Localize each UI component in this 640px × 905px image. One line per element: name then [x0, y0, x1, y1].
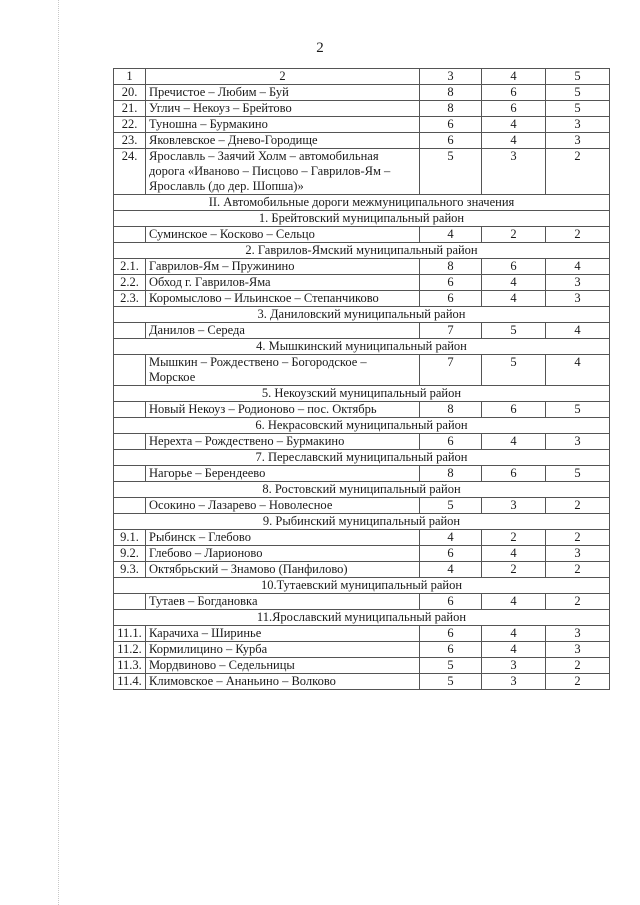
road-name: Тутаев – Богдановка [146, 594, 420, 610]
district-heading-row [114, 578, 610, 594]
header-col-4: 4 [482, 69, 546, 85]
table-row [114, 498, 610, 514]
table-row [114, 101, 610, 117]
road-number: 22. [114, 117, 146, 133]
value-col-3: 8 [420, 402, 482, 418]
road-number: 2.1. [114, 259, 146, 275]
road-name: Климовское – Ананьино – Волково [146, 674, 420, 690]
district-heading-row [114, 307, 610, 323]
district-heading-row [114, 418, 610, 434]
road-name: Кормилицино – Курба [146, 642, 420, 658]
district-heading: 8. Ростовский муниципальный район [114, 482, 610, 498]
road-number: 9.2. [114, 546, 146, 562]
value-col-5: 2 [546, 498, 610, 514]
value-col-3: 4 [420, 562, 482, 578]
road-number: 11.2. [114, 642, 146, 658]
road-name: Суминское – Косково – Сельцо [146, 227, 420, 243]
value-col-5: 2 [546, 530, 610, 546]
value-col-4: 3 [482, 149, 546, 195]
road-name: Новый Некоуз – Родионово – пос. Октябрь [146, 402, 420, 418]
value-col-4: 6 [482, 259, 546, 275]
value-col-3: 8 [420, 466, 482, 482]
table-row [114, 117, 610, 133]
value-col-4: 5 [482, 323, 546, 339]
value-col-4: 2 [482, 530, 546, 546]
value-col-5: 3 [546, 133, 610, 149]
table-row [114, 259, 610, 275]
road-name: Карачиха – Ширинье [146, 626, 420, 642]
roads-table-body [114, 69, 610, 690]
table-row [114, 402, 610, 418]
road-number [114, 434, 146, 450]
road-number [114, 227, 146, 243]
value-col-4: 3 [482, 498, 546, 514]
value-col-5: 2 [546, 594, 610, 610]
table-row [114, 275, 610, 291]
value-col-3: 6 [420, 546, 482, 562]
district-heading: 3. Даниловский муниципальный район [114, 307, 610, 323]
value-col-4: 4 [482, 434, 546, 450]
road-number [114, 323, 146, 339]
table-row [114, 658, 610, 674]
district-heading: 7. Переславский муниципальный район [114, 450, 610, 466]
road-number [114, 355, 146, 386]
district-heading-row [114, 450, 610, 466]
district-heading-row [114, 482, 610, 498]
table-row [114, 434, 610, 450]
value-col-3: 6 [420, 291, 482, 307]
road-number [114, 466, 146, 482]
value-col-5: 2 [546, 658, 610, 674]
header-col-1: 1 [114, 69, 146, 85]
road-number: 11.4. [114, 674, 146, 690]
table-row [114, 149, 610, 195]
table-row [114, 530, 610, 546]
table-row [114, 546, 610, 562]
table-header-row [114, 69, 610, 85]
district-heading-row [114, 514, 610, 530]
road-name: Нерехта – Рождествено – Бурмакино [146, 434, 420, 450]
table-row [114, 85, 610, 101]
district-heading-row [114, 386, 610, 402]
value-col-4: 4 [482, 594, 546, 610]
road-name: Туношна – Бурмакино [146, 117, 420, 133]
value-col-4: 2 [482, 227, 546, 243]
value-col-5: 5 [546, 402, 610, 418]
value-col-4: 4 [482, 291, 546, 307]
road-name: Данилов – Середа [146, 323, 420, 339]
value-col-3: 8 [420, 101, 482, 117]
value-col-3: 8 [420, 259, 482, 275]
value-col-5: 5 [546, 466, 610, 482]
binding-margin-line [58, 0, 59, 905]
district-heading-row [114, 243, 610, 259]
district-heading: 11.Ярославский муниципальный район [114, 610, 610, 626]
page-number: 2 [316, 40, 324, 56]
value-col-3: 5 [420, 674, 482, 690]
value-col-4: 3 [482, 674, 546, 690]
road-name: Рыбинск – Глебово [146, 530, 420, 546]
road-name: Мышкин – Рождествено – Богородское – Морское [146, 355, 420, 386]
value-col-5: 4 [546, 355, 610, 386]
value-col-4: 4 [482, 546, 546, 562]
value-col-5: 2 [546, 149, 610, 195]
header-col-3: 3 [420, 69, 482, 85]
value-col-5: 4 [546, 259, 610, 275]
value-col-3: 8 [420, 85, 482, 101]
road-name: Нагорье – Берендеево [146, 466, 420, 482]
road-number: 9.3. [114, 562, 146, 578]
district-heading: 5. Некоузский муниципальный район [114, 386, 610, 402]
value-col-4: 4 [482, 626, 546, 642]
value-col-4: 6 [482, 101, 546, 117]
value-col-5: 3 [546, 117, 610, 133]
district-heading: 6. Некрасовский муниципальный район [114, 418, 610, 434]
table-row [114, 355, 610, 386]
value-col-4: 6 [482, 466, 546, 482]
road-number: 24. [114, 149, 146, 195]
value-col-5: 2 [546, 227, 610, 243]
value-col-5: 4 [546, 323, 610, 339]
value-col-5: 2 [546, 674, 610, 690]
road-number [114, 498, 146, 514]
road-number: 11.3. [114, 658, 146, 674]
road-name: Глебово – Ларионово [146, 546, 420, 562]
value-col-3: 4 [420, 227, 482, 243]
road-name: Пречистое – Любим – Буй [146, 85, 420, 101]
value-col-3: 6 [420, 434, 482, 450]
value-col-3: 6 [420, 117, 482, 133]
value-col-4: 4 [482, 275, 546, 291]
district-heading: 4. Мышкинский муниципальный район [114, 339, 610, 355]
value-col-3: 6 [420, 275, 482, 291]
value-col-4: 5 [482, 355, 546, 386]
value-col-3: 6 [420, 626, 482, 642]
road-name: Обход г. Гаврилов-Яма [146, 275, 420, 291]
value-col-3: 6 [420, 133, 482, 149]
road-number: 21. [114, 101, 146, 117]
road-name: Ярославль – Заячий Холм – автомобильная дорога «Иваново – Писцово – Гаврилов-Ям – Ярославль (до дер. Шопша)» [146, 149, 420, 195]
road-name: Октябрьский – Знамово (Панфилово) [146, 562, 420, 578]
header-col-5: 5 [546, 69, 610, 85]
value-col-3: 6 [420, 642, 482, 658]
road-number: 11.1. [114, 626, 146, 642]
district-heading: 9. Рыбинский муниципальный район [114, 514, 610, 530]
table-row [114, 674, 610, 690]
value-col-5: 3 [546, 642, 610, 658]
value-col-4: 6 [482, 402, 546, 418]
value-col-4: 4 [482, 133, 546, 149]
road-number: 2.3. [114, 291, 146, 307]
road-name: Осокино – Лазарево – Новолесное [146, 498, 420, 514]
value-col-4: 2 [482, 562, 546, 578]
value-col-3: 7 [420, 323, 482, 339]
district-heading: 1. Брейтовский муниципальный район [114, 211, 610, 227]
value-col-5: 2 [546, 562, 610, 578]
road-name: Яковлевское – Днево-Городище [146, 133, 420, 149]
table-row [114, 642, 610, 658]
table-row [114, 466, 610, 482]
value-col-4: 4 [482, 642, 546, 658]
road-number: 9.1. [114, 530, 146, 546]
value-col-4: 3 [482, 658, 546, 674]
value-col-4: 6 [482, 85, 546, 101]
road-name: Углич – Некоуз – Брейтово [146, 101, 420, 117]
roads-table [113, 68, 610, 690]
district-heading-row [114, 339, 610, 355]
section-heading-row [114, 195, 610, 211]
table-row [114, 133, 610, 149]
road-name: Гаврилов-Ям – Пружинино [146, 259, 420, 275]
header-col-2: 2 [146, 69, 420, 85]
road-number: 23. [114, 133, 146, 149]
value-col-3: 6 [420, 594, 482, 610]
value-col-5: 3 [546, 275, 610, 291]
value-col-5: 5 [546, 85, 610, 101]
road-number [114, 594, 146, 610]
road-number [114, 402, 146, 418]
value-col-3: 5 [420, 149, 482, 195]
value-col-3: 4 [420, 530, 482, 546]
value-col-5: 3 [546, 546, 610, 562]
value-col-5: 3 [546, 434, 610, 450]
road-number: 20. [114, 85, 146, 101]
value-col-5: 3 [546, 626, 610, 642]
value-col-4: 4 [482, 117, 546, 133]
road-number: 2.2. [114, 275, 146, 291]
section-heading: II. Автомобильные дороги межмуниципального значения [114, 195, 610, 211]
district-heading-row [114, 610, 610, 626]
road-name: Коромыслово – Ильинское – Степанчиково [146, 291, 420, 307]
district-heading: 10.Тутаевский муниципальный район [114, 578, 610, 594]
district-heading: 2. Гаврилов-Ямский муниципальный район [114, 243, 610, 259]
value-col-3: 5 [420, 498, 482, 514]
value-col-3: 5 [420, 658, 482, 674]
table-row [114, 291, 610, 307]
table-row [114, 626, 610, 642]
table-row [114, 323, 610, 339]
value-col-3: 7 [420, 355, 482, 386]
table-row [114, 562, 610, 578]
road-name: Мордвиново – Седельницы [146, 658, 420, 674]
table-row [114, 594, 610, 610]
table-row [114, 227, 610, 243]
district-heading-row [114, 211, 610, 227]
value-col-5: 5 [546, 101, 610, 117]
value-col-5: 3 [546, 291, 610, 307]
